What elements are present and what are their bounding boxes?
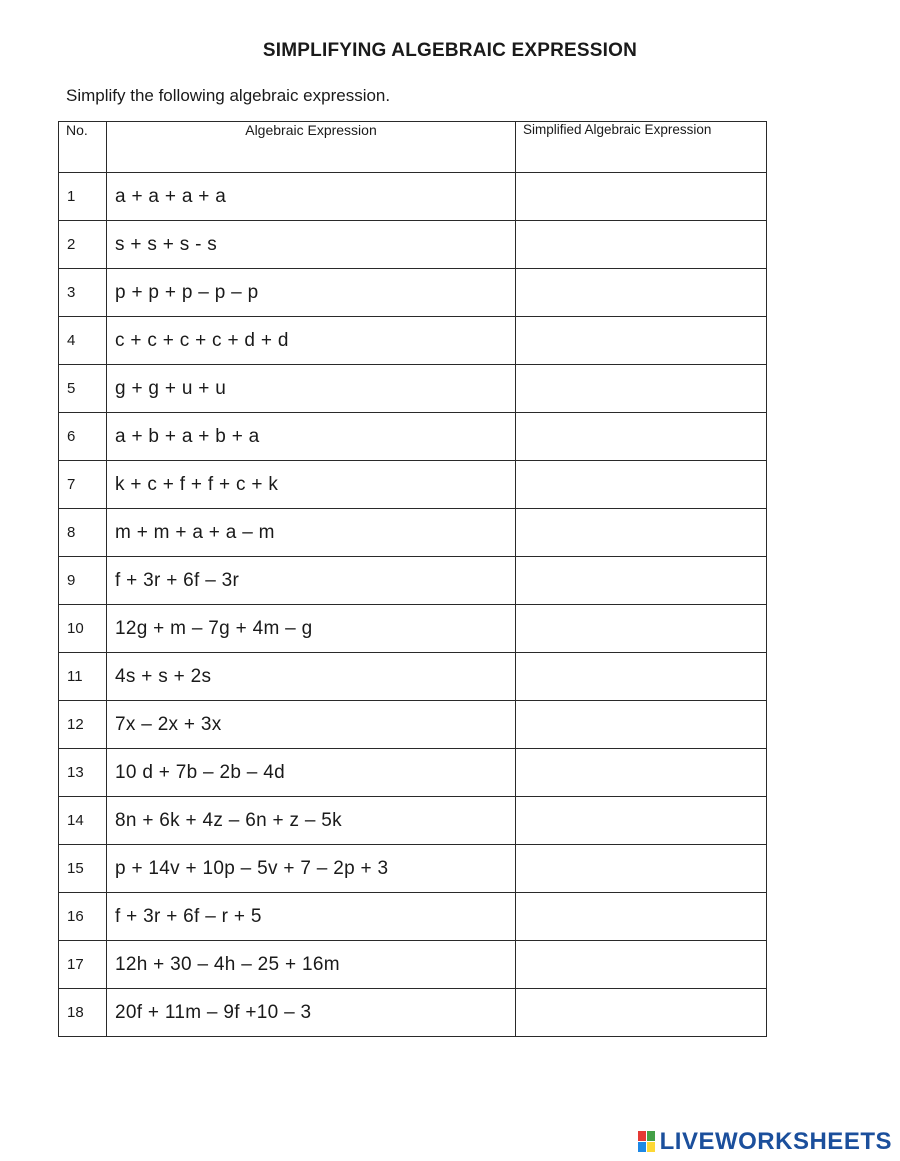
algebraic-expression: m + m + a + a – m <box>107 509 516 557</box>
answer-cell[interactable] <box>516 317 767 365</box>
algebraic-expression: f + 3r + 6f – r + 5 <box>107 893 516 941</box>
table-row <box>59 317 767 365</box>
answer-cell[interactable] <box>516 365 767 413</box>
row-number: 12 <box>59 701 107 749</box>
algebraic-expression: 7x – 2x + 3x <box>107 701 516 749</box>
table-row <box>59 941 767 989</box>
algebraic-expression: c + c + c + c + d + d <box>107 317 516 365</box>
row-number: 9 <box>59 557 107 605</box>
table-row <box>59 509 767 557</box>
table-row <box>59 269 767 317</box>
algebraic-expression: p + p + p – p – p <box>107 269 516 317</box>
header-simplified-expression: Simplified Algebraic Expression <box>516 122 767 173</box>
row-number: 11 <box>59 653 107 701</box>
algebraic-expression: 20f + 11m – 9f +10 – 3 <box>107 989 516 1037</box>
answer-cell[interactable] <box>516 989 767 1037</box>
table-header-row <box>59 122 767 173</box>
answer-cell[interactable] <box>516 941 767 989</box>
answer-cell[interactable] <box>516 605 767 653</box>
answer-cell[interactable] <box>516 701 767 749</box>
table-row <box>59 701 767 749</box>
algebraic-expression: f + 3r + 6f – 3r <box>107 557 516 605</box>
instruction-text: Simplify the following algebraic expression. <box>66 86 391 105</box>
answer-cell[interactable] <box>516 173 767 221</box>
algebraic-expression: 10 d + 7b – 2b – 4d <box>107 749 516 797</box>
table-row <box>59 365 767 413</box>
table-row <box>59 557 767 605</box>
answer-cell[interactable] <box>516 269 767 317</box>
table-row <box>59 989 767 1037</box>
table-row <box>59 749 767 797</box>
row-number: 5 <box>59 365 107 413</box>
table-row <box>59 413 767 461</box>
answer-cell[interactable] <box>516 461 767 509</box>
algebraic-expression: 8n + 6k + 4z – 6n + z – 5k <box>107 797 516 845</box>
logo-text: LIVEWORKSHEETS <box>659 1128 892 1155</box>
algebraic-expression: a + a + a + a <box>107 173 516 221</box>
algebraic-expression: s + s + s - s <box>107 221 516 269</box>
row-number: 1 <box>59 173 107 221</box>
answer-cell[interactable] <box>516 413 767 461</box>
answer-cell[interactable] <box>516 653 767 701</box>
row-number: 4 <box>59 317 107 365</box>
row-number: 18 <box>59 989 107 1037</box>
algebraic-expression: 4s + s + 2s <box>107 653 516 701</box>
row-number: 17 <box>59 941 107 989</box>
answer-cell[interactable] <box>516 845 767 893</box>
table-row <box>59 845 767 893</box>
row-number: 3 <box>59 269 107 317</box>
table-row <box>59 797 767 845</box>
liveworksheets-logo <box>638 1128 892 1156</box>
page-title: SIMPLIFYING ALGEBRAIC EXPRESSION <box>262 40 638 61</box>
row-number: 8 <box>59 509 107 557</box>
table-row <box>59 173 767 221</box>
algebraic-expression: a + b + a + b + a <box>107 413 516 461</box>
answer-cell[interactable] <box>516 893 767 941</box>
liveworksheets-logo-icon <box>638 1131 656 1153</box>
algebraic-expression: k + c + f + f + c + k <box>107 461 516 509</box>
algebraic-expression: 12h + 30 – 4h – 25 + 16m <box>107 941 516 989</box>
row-number: 14 <box>59 797 107 845</box>
table-row <box>59 605 767 653</box>
answer-cell[interactable] <box>516 221 767 269</box>
table-row <box>59 653 767 701</box>
table-row <box>59 893 767 941</box>
algebraic-expression: g + g + u + u <box>107 365 516 413</box>
row-number: 10 <box>59 605 107 653</box>
answer-cell[interactable] <box>516 749 767 797</box>
table-row <box>59 221 767 269</box>
row-number: 2 <box>59 221 107 269</box>
answer-cell[interactable] <box>516 797 767 845</box>
answer-cell[interactable] <box>516 557 767 605</box>
worksheet-table <box>58 121 767 1037</box>
row-number: 16 <box>59 893 107 941</box>
row-number: 15 <box>59 845 107 893</box>
table-row <box>59 461 767 509</box>
row-number: 6 <box>59 413 107 461</box>
algebraic-expression: 12g + m – 7g + 4m – g <box>107 605 516 653</box>
row-number: 7 <box>59 461 107 509</box>
header-algebraic-expression: Algebraic Expression <box>107 122 516 173</box>
algebraic-expression: p + 14v + 10p – 5v + 7 – 2p + 3 <box>107 845 516 893</box>
header-no: No. <box>59 122 107 173</box>
answer-cell[interactable] <box>516 509 767 557</box>
row-number: 13 <box>59 749 107 797</box>
